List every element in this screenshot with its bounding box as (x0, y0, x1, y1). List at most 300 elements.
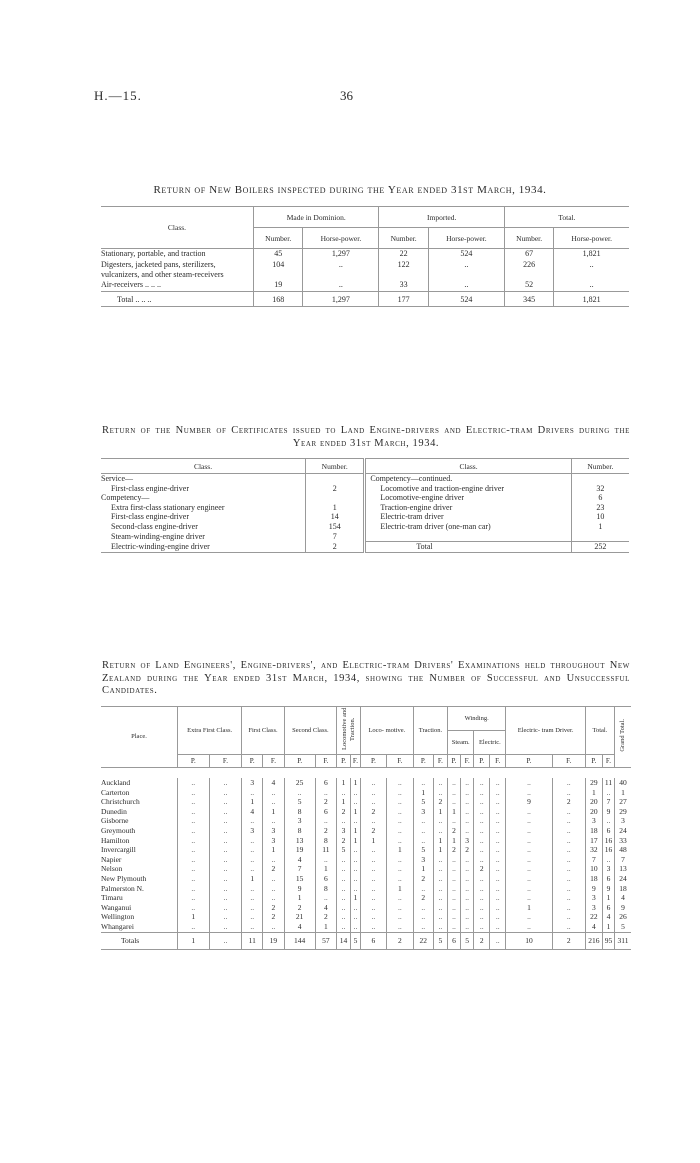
col-f: F. (490, 755, 506, 768)
value-cell: 1 (242, 797, 263, 807)
value-cell: 27 (615, 797, 632, 807)
value-cell: 1 (315, 864, 336, 874)
totals-cell: 2 (552, 932, 585, 949)
value-cell: .. (360, 778, 386, 788)
value-cell: .. (337, 864, 351, 874)
col-number: Number. (504, 228, 553, 249)
col-number: Number. (306, 459, 365, 474)
value-cell: .. (350, 884, 360, 894)
value-cell: .. (433, 903, 447, 913)
value-cell: 1 (602, 922, 614, 932)
totals-cell: 11 (242, 932, 263, 949)
value-cell: .. (178, 903, 210, 913)
value-cell: .. (386, 912, 413, 922)
totals-cell: 5 (433, 932, 447, 949)
value-cell: .. (413, 816, 433, 826)
value-cell: .. (337, 874, 351, 884)
value-cell: 33 (379, 280, 428, 292)
value-cell: 13 (615, 864, 632, 874)
col-p: P. (284, 755, 315, 768)
class-cell (365, 532, 571, 542)
table-row (101, 855, 631, 865)
value-cell: .. (460, 797, 473, 807)
value-cell: 45 (254, 249, 303, 261)
value-cell: .. (428, 280, 504, 292)
table-row (101, 249, 629, 261)
class-cell: First-class engine-driver (111, 483, 189, 493)
col-hp: Horse-power. (428, 228, 504, 249)
value-cell: 3 (615, 816, 632, 826)
col-class: Class. (167, 223, 187, 232)
value-cell: .. (506, 855, 552, 865)
value-cell: 1 (178, 912, 210, 922)
table-row (101, 503, 629, 513)
totals-cell: 10 (506, 932, 552, 949)
totals-cell: 5 (460, 932, 473, 949)
value-cell: .. (178, 778, 210, 788)
value-cell: .. (433, 816, 447, 826)
place-cell: Whangarei (101, 921, 134, 931)
value-cell: 1 (350, 836, 360, 846)
value-cell: .. (448, 884, 461, 894)
value-cell: .. (350, 816, 360, 826)
value-cell: .. (490, 836, 506, 846)
totals-cell: 95 (602, 932, 614, 949)
value-cell: .. (242, 788, 263, 798)
value-cell: .. (350, 797, 360, 807)
number-cell: 6 (571, 493, 629, 503)
place-cell: Invercargill (101, 845, 136, 855)
value-cell: 1 (413, 788, 433, 798)
value-cell: 7 (585, 855, 602, 865)
value-cell: .. (506, 816, 552, 826)
table-row (101, 522, 629, 532)
value-cell: .. (552, 807, 585, 817)
total-cell: 1,297 (303, 292, 379, 307)
value-cell: 122 (379, 260, 428, 280)
value-cell: .. (178, 845, 210, 855)
value-cell: 7 (284, 864, 315, 874)
value-cell: .. (263, 788, 285, 798)
value-cell: .. (315, 816, 336, 826)
totals-cell: 2 (474, 932, 490, 949)
value-cell: .. (350, 922, 360, 932)
value-cell: .. (490, 807, 506, 817)
value-cell: .. (209, 807, 242, 817)
value-cell: .. (460, 874, 473, 884)
table-row (101, 484, 629, 494)
exams-title: Return of Land Engineers', Engine-drivers', and Electric-tram Drivers' Examinations held throughout New Zealand during the Year ended 31st March, 1934, showing the Number of Successful and Unsuccessful Candidates. (102, 660, 630, 696)
value-cell: .. (242, 922, 263, 932)
col-made: Made in Dominion. (254, 207, 379, 228)
value-cell: .. (315, 788, 336, 798)
value-cell: .. (490, 826, 506, 836)
value-cell: .. (552, 874, 585, 884)
value-cell: .. (242, 912, 263, 922)
value-cell: 2 (360, 826, 386, 836)
class-cell: Stationary, portable, and traction (101, 249, 206, 258)
value-cell: .. (552, 922, 585, 932)
class-cell: First-class engine-driver (111, 512, 189, 522)
value-cell: 52 (504, 280, 553, 292)
col-p: P. (413, 755, 433, 768)
value-cell: .. (460, 864, 473, 874)
total-cell: 524 (428, 292, 504, 307)
value-cell: .. (386, 874, 413, 884)
place-cell: Wanganui (101, 902, 132, 912)
value-cell: 1 (433, 836, 447, 846)
value-cell: 1 (433, 845, 447, 855)
table-row (101, 845, 631, 855)
value-cell: 22 (585, 912, 602, 922)
value-cell: .. (490, 797, 506, 807)
value-cell: .. (386, 807, 413, 817)
total-cell: 1,821 (554, 292, 629, 307)
class-cell: Total (365, 542, 571, 553)
value-cell: 9 (506, 797, 552, 807)
value-cell: 4 (585, 922, 602, 932)
value-cell: .. (360, 874, 386, 884)
place-cell: Auckland (101, 778, 131, 787)
value-cell: 5 (284, 797, 315, 807)
page-number: 36 (340, 88, 353, 103)
table-row (101, 836, 631, 846)
value-cell: .. (413, 922, 433, 932)
value-cell: 1 (315, 922, 336, 932)
value-cell: .. (315, 855, 336, 865)
totals-cell: .. (490, 932, 506, 949)
value-cell: 2 (263, 903, 285, 913)
value-cell: .. (448, 816, 461, 826)
place-cell: Napier (101, 854, 122, 864)
value-cell: .. (413, 884, 433, 894)
value-cell: 18 (615, 884, 632, 894)
total-cell: 345 (504, 292, 553, 307)
value-cell: .. (474, 807, 490, 817)
value-cell: .. (506, 922, 552, 932)
place-cell: New Plymouth (101, 873, 147, 883)
value-cell: 1 (350, 807, 360, 817)
value-cell: 5 (615, 922, 632, 932)
class-cell: Steam-winding-engine driver (111, 531, 205, 541)
value-cell: .. (178, 836, 210, 846)
value-cell: 2 (315, 797, 336, 807)
number-cell: 23 (571, 503, 629, 513)
table-row (101, 903, 631, 913)
table-row (101, 474, 629, 484)
value-cell: .. (242, 836, 263, 846)
value-cell: 8 (284, 807, 315, 817)
value-cell: .. (506, 912, 552, 922)
exams-table (101, 706, 631, 950)
col-p: P. (448, 755, 461, 768)
value-cell: .. (242, 864, 263, 874)
value-cell: 17 (585, 836, 602, 846)
value-cell: .. (490, 912, 506, 922)
value-cell: 6 (315, 807, 336, 817)
value-cell: .. (263, 874, 285, 884)
col-f: F. (552, 755, 585, 768)
class-cell: Service— (101, 474, 133, 483)
col-loco-traction: Locomotive and Traction. (337, 707, 361, 755)
value-cell: 6 (602, 874, 614, 884)
value-cell: 5 (413, 845, 433, 855)
value-cell: .. (178, 807, 210, 817)
value-cell: .. (337, 922, 351, 932)
value-cell: .. (178, 874, 210, 884)
place-cell: Gisborne (101, 816, 129, 826)
value-cell: 2 (413, 874, 433, 884)
value-cell: .. (490, 845, 506, 855)
value-cell: .. (386, 778, 413, 788)
table-row (101, 797, 631, 807)
value-cell: 3 (585, 903, 602, 913)
value-cell: .. (433, 855, 447, 865)
value-cell: 1 (386, 884, 413, 894)
value-cell: 29 (615, 807, 632, 817)
value-cell: 3 (242, 826, 263, 836)
col-winding: Winding. (448, 707, 506, 731)
value-cell: .. (263, 797, 285, 807)
value-cell: .. (178, 797, 210, 807)
col-place: Place. (131, 733, 147, 740)
value-cell: .. (460, 807, 473, 817)
value-cell: 67 (504, 249, 553, 261)
value-cell: 1 (284, 893, 315, 903)
boilers-table (101, 206, 629, 307)
value-cell: .. (460, 884, 473, 894)
certs-table (101, 458, 629, 553)
table-row (101, 922, 631, 932)
value-cell: 16 (602, 845, 614, 855)
col-total: Total. (504, 207, 629, 228)
value-cell: .. (433, 864, 447, 874)
value-cell: .. (263, 893, 285, 903)
value-cell: .. (433, 826, 447, 836)
value-cell: 1 (263, 807, 285, 817)
value-cell: .. (474, 884, 490, 894)
value-cell: .. (474, 788, 490, 798)
value-cell: .. (474, 816, 490, 826)
value-cell: 1 (360, 836, 386, 846)
value-cell: 2 (413, 893, 433, 903)
total-cell: 177 (379, 292, 428, 307)
table-row (101, 816, 631, 826)
value-cell: .. (474, 778, 490, 788)
value-cell: .. (448, 922, 461, 932)
place-cell: Wellington (101, 912, 135, 922)
totals-cell: 6 (448, 932, 461, 949)
value-cell: .. (474, 845, 490, 855)
value-cell: 1 (263, 845, 285, 855)
value-cell: .. (448, 874, 461, 884)
col-f: F. (386, 755, 413, 768)
class-cell: Competency—continued. (365, 474, 571, 484)
value-cell: .. (360, 855, 386, 865)
col-f: F. (350, 755, 360, 768)
value-cell: .. (552, 893, 585, 903)
value-cell: .. (303, 280, 379, 292)
value-cell: 2 (284, 903, 315, 913)
value-cell: 32 (585, 845, 602, 855)
value-cell: .. (506, 836, 552, 846)
value-cell: .. (360, 884, 386, 894)
value-cell: .. (178, 893, 210, 903)
col-grand: Grand Total. (615, 707, 632, 768)
value-cell: 18 (585, 874, 602, 884)
value-cell: .. (209, 836, 242, 846)
value-cell: .. (474, 922, 490, 932)
value-cell: 1 (242, 874, 263, 884)
value-cell: 4 (284, 855, 315, 865)
value-cell: 10 (585, 864, 602, 874)
value-cell: .. (506, 864, 552, 874)
value-cell: .. (350, 912, 360, 922)
value-cell: .. (209, 912, 242, 922)
value-cell: 11 (315, 845, 336, 855)
value-cell: .. (413, 912, 433, 922)
value-cell: .. (209, 884, 242, 894)
value-cell: 9 (615, 903, 632, 913)
value-cell: .. (490, 922, 506, 932)
value-cell: .. (209, 922, 242, 932)
value-cell: 40 (615, 778, 632, 788)
value-cell: .. (433, 912, 447, 922)
value-cell: 1 (350, 893, 360, 903)
table-row (101, 778, 631, 788)
value-cell: .. (460, 893, 473, 903)
value-cell: .. (242, 903, 263, 913)
col-tram: Electric- tram Driver. (506, 707, 585, 755)
value-cell: 1 (337, 797, 351, 807)
value-cell: .. (209, 845, 242, 855)
table-row (101, 493, 629, 503)
value-cell: .. (490, 874, 506, 884)
value-cell: 2 (337, 836, 351, 846)
totals-cell: 6 (360, 932, 386, 949)
col-p: P. (506, 755, 552, 768)
place-cell: Carterton (101, 787, 130, 797)
value-cell: 226 (504, 260, 553, 280)
value-cell: 29 (585, 778, 602, 788)
table-row (101, 893, 631, 903)
value-cell: 15 (284, 874, 315, 884)
place-cell: Dunedin (101, 806, 127, 816)
total-row (101, 292, 629, 307)
value-cell: .. (490, 864, 506, 874)
value-cell: .. (552, 912, 585, 922)
value-cell: .. (552, 816, 585, 826)
value-cell: .. (474, 893, 490, 903)
value-cell: 1 (615, 788, 632, 798)
value-cell: .. (448, 788, 461, 798)
value-cell: .. (413, 903, 433, 913)
value-cell: 6 (315, 874, 336, 884)
value-cell: .. (360, 903, 386, 913)
value-cell: 48 (615, 845, 632, 855)
value-cell: 6 (315, 778, 336, 788)
value-cell: .. (337, 788, 351, 798)
value-cell: .. (386, 836, 413, 846)
table-row (101, 864, 631, 874)
value-cell: .. (552, 826, 585, 836)
value-cell: 33 (615, 836, 632, 846)
value-cell: .. (433, 778, 447, 788)
place-cell: Nelson (101, 864, 123, 874)
value-cell: .. (433, 874, 447, 884)
value-cell: 1 (506, 903, 552, 913)
number-cell: 2 (306, 542, 365, 553)
totals-cell: 2 (386, 932, 413, 949)
value-cell: .. (448, 912, 461, 922)
value-cell: .. (448, 903, 461, 913)
value-cell: .. (263, 816, 285, 826)
value-cell: 9 (602, 807, 614, 817)
value-cell: .. (448, 855, 461, 865)
col-number: Number. (254, 228, 303, 249)
value-cell: .. (413, 778, 433, 788)
value-cell: .. (460, 912, 473, 922)
col-p: P. (242, 755, 263, 768)
totals-cell: 5 (350, 932, 360, 949)
value-cell: 1 (585, 788, 602, 798)
value-cell: .. (602, 788, 614, 798)
col-electric: Electric. (474, 731, 506, 755)
number-cell (306, 474, 365, 484)
totals-cell: 19 (263, 932, 285, 949)
value-cell: .. (209, 788, 242, 798)
table-row (101, 874, 631, 884)
value-cell: 2 (337, 807, 351, 817)
class-cell: Electric-tram driver (365, 512, 571, 522)
value-cell: .. (360, 797, 386, 807)
class-cell: Locomotive-engine driver (365, 493, 571, 503)
number-cell: 14 (306, 512, 365, 522)
value-cell: .. (360, 788, 386, 798)
value-cell: .. (242, 855, 263, 865)
class-cell: Extra first-class stationary engineer (111, 502, 225, 512)
value-cell: .. (209, 864, 242, 874)
value-cell: 2 (474, 864, 490, 874)
boilers-title: Return of New Boilers inspected during the Year ended 31st March, 1934. (153, 184, 547, 196)
value-cell: .. (242, 884, 263, 894)
value-cell: .. (448, 797, 461, 807)
value-cell: .. (506, 778, 552, 788)
totals-cell: 1 (178, 932, 210, 949)
col-steam: Steam. (448, 731, 474, 755)
value-cell: 1 (386, 845, 413, 855)
value-cell: 26 (615, 912, 632, 922)
value-cell: .. (350, 855, 360, 865)
value-cell: .. (178, 788, 210, 798)
value-cell: .. (433, 922, 447, 932)
value-cell: 19 (254, 280, 303, 292)
value-cell: .. (386, 903, 413, 913)
totals-cell: 22 (413, 932, 433, 949)
value-cell: .. (490, 778, 506, 788)
table-row (101, 826, 631, 836)
value-cell: 18 (585, 826, 602, 836)
value-cell: .. (554, 280, 629, 292)
value-cell: 3 (242, 778, 263, 788)
value-cell: 24 (615, 874, 632, 884)
value-cell: 1 (350, 778, 360, 788)
number-cell (571, 532, 629, 542)
value-cell: .. (448, 893, 461, 903)
value-cell: 6 (602, 903, 614, 913)
value-cell: 2 (448, 845, 461, 855)
value-cell: .. (460, 922, 473, 932)
